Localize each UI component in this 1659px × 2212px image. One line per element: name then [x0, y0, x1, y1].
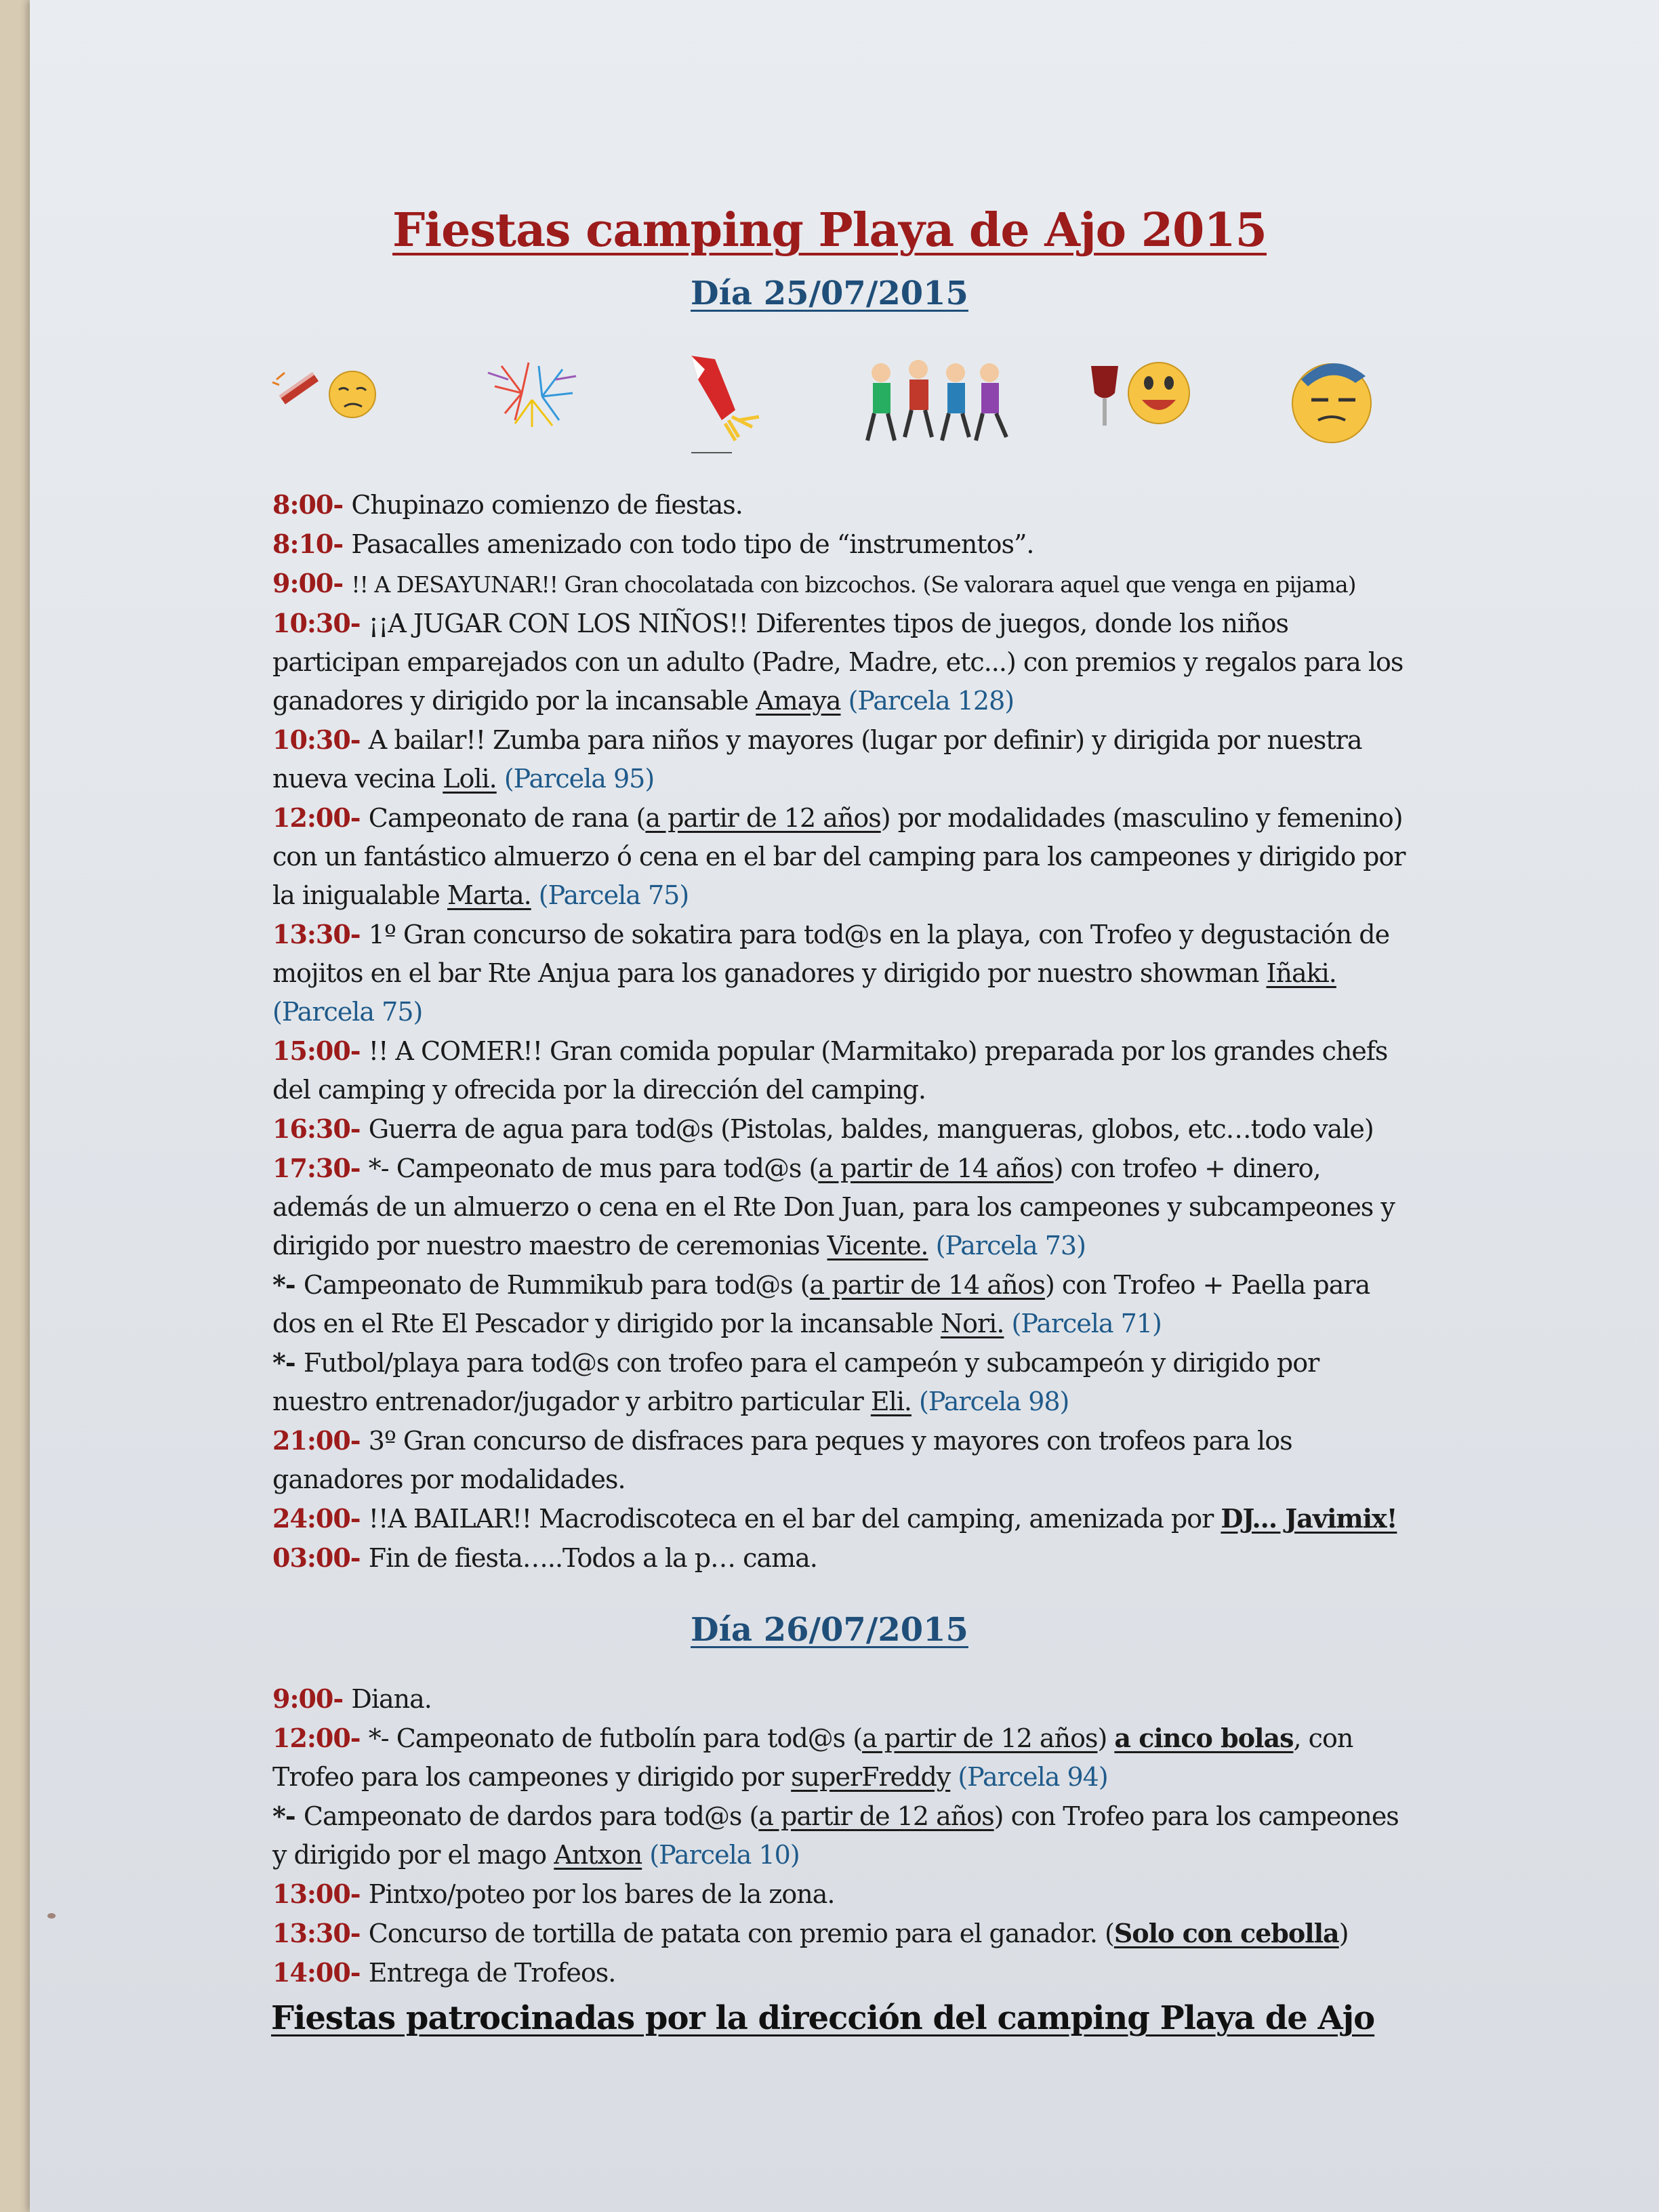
- organizer-name: Iñaki.: [1266, 958, 1336, 988]
- schedule-item: [272, 1109, 1411, 1149]
- schedule-text: 1º Gran concurso de sokatira para tod@s en la playa, con Trofeo y degustación de mojitos en el bar Rte Anjua para los ganadores y dirigido por nuestro showman: [272, 920, 1390, 988]
- schedule-item: [272, 1875, 1411, 1914]
- schedule-time: 10:30-: [272, 724, 369, 755]
- parcela-number: (Parcela 73): [928, 1231, 1086, 1261]
- schedule-item: [272, 1149, 1411, 1265]
- schedule-time: 12:00-: [272, 802, 369, 833]
- schedule-text: Campeonato de Rummikub para tod@s (: [303, 1270, 810, 1300]
- schedule-time: 13:30-: [272, 1918, 369, 1948]
- organizer-name: Marta.: [447, 880, 531, 910]
- day1-schedule: [272, 485, 1411, 1578]
- schedule-time: 16:30-: [272, 1113, 369, 1144]
- schedule-time: 13:00-: [272, 1879, 369, 1909]
- schedule-text: Guerra de agua para tod@s (Pistolas, baldes, mangueras, globos, etc…todo vale): [368, 1114, 1374, 1144]
- schedule-item: [272, 1797, 1411, 1875]
- schedule-item: [272, 485, 1411, 525]
- schedule-time: 9:00-: [272, 568, 352, 598]
- day1-heading: Día 25/07/2015: [691, 274, 968, 312]
- schedule-time: *-: [272, 1801, 304, 1831]
- schedule-text: ) por modalidades (masculino y femenino) con un fantástico almuerzo ó cena en el bar del camping para los campeones y dirigido por la inigualable: [272, 803, 1406, 910]
- schedule-item: [272, 1031, 1411, 1109]
- schedule-time: 17:30-: [272, 1153, 369, 1183]
- schedule-item: [272, 720, 1411, 798]
- schedule-time: 10:30-: [272, 608, 369, 638]
- schedule-item: [272, 798, 1411, 915]
- emphasis-text: a cinco bolas: [1114, 1723, 1294, 1753]
- firecracker-smiley-icon: [271, 352, 393, 427]
- organizer-name: Loli.: [443, 764, 497, 794]
- schedule-item: [272, 1719, 1411, 1797]
- schedule-item: [272, 1421, 1411, 1499]
- schedule-item: [272, 525, 1411, 564]
- schedule-text: ): [1338, 1919, 1349, 1948]
- schedule-time: 24:00-: [272, 1503, 369, 1534]
- parcela-number: (Parcela 95): [496, 764, 655, 794]
- age-requirement: a partir de 14 años: [809, 1270, 1045, 1300]
- schedule-text: ) con Trofeo para los campeones y dirigido por el mago: [272, 1801, 1399, 1870]
- schedule-item: [272, 604, 1411, 720]
- fireworks-icon: [474, 352, 590, 434]
- organizer-name: Nori.: [940, 1309, 1004, 1338]
- schedule-text: Concurso de tortilla de patata con premio para el ganador. (: [368, 1919, 1114, 1948]
- schedule-text: Pintxo/poteo por los bares de la zona.: [368, 1879, 835, 1909]
- schedule-time: 21:00-: [272, 1425, 369, 1456]
- organizer-name: Eli.: [870, 1387, 912, 1416]
- sponsor-footer: Fiestas patrocinadas por la dirección del camping Playa de Ajo: [271, 1999, 1375, 2037]
- parcela-number: (Parcela 98): [911, 1387, 1069, 1416]
- schedule-time: 15:00-: [272, 1036, 369, 1066]
- parcela-number: (Parcela 71): [1004, 1309, 1162, 1338]
- parcela-number: (Parcela 75): [531, 880, 689, 910]
- schedule-time: *-: [272, 1347, 304, 1378]
- schedule-text: Pasacalles amenizado con todo tipo de “instrumentos”.: [351, 529, 1034, 559]
- parcela-number: (Parcela 94): [950, 1762, 1108, 1792]
- schedule-item: [272, 1953, 1411, 1992]
- schedule-time: 03:00-: [272, 1542, 369, 1573]
- parcela-number: (Parcela 10): [642, 1840, 800, 1870]
- schedule-time: 9:00-: [272, 1683, 352, 1714]
- schedule-item: [272, 1679, 1411, 1719]
- schedule-text: Campeonato de dardos para tod@s (: [303, 1801, 759, 1831]
- schedule-text: Chupinazo comienzo de fiestas.: [351, 490, 743, 520]
- parcela-number: (Parcela 75): [272, 997, 423, 1027]
- age-requirement: a partir de 14 años: [818, 1153, 1054, 1183]
- clipart-row: [264, 352, 1376, 461]
- schedule-time: *-: [272, 1269, 304, 1300]
- schedule-item: [272, 1914, 1411, 1953]
- emphasis-text: Solo con cebolla: [1113, 1918, 1339, 1948]
- schedule-text: !!A BAILAR!! Macrodiscoteca en el bar del camping, amenizada por: [368, 1504, 1221, 1534]
- age-requirement: a partir de 12 años: [862, 1723, 1098, 1753]
- schedule-text: !! A DESAYUNAR!! Gran chocolatada con bizcochos. (Se valorara aquel que venga en pijama): [351, 571, 1356, 598]
- schedule-item: [272, 915, 1411, 1031]
- paper-speck: [47, 1913, 56, 1919]
- schedule-text: ¡¡A JUGAR CON LOS NIÑOS!! Diferentes tipos de juegos, donde los niños participan emparejados con un adulto (Padre, Madre, etc...) con premios y regalos para los ganadores y dirigido por la incansable: [272, 609, 1404, 716]
- schedule-text: *- Campeonato de futbolín para tod@s (: [368, 1723, 863, 1753]
- schedule-time: 8:10-: [272, 529, 352, 559]
- organizer-name: Antxon: [554, 1840, 642, 1870]
- organizer-name: Vicente.: [827, 1231, 928, 1261]
- schedule-text: , con Trofeo para los campeones y dirigido por: [272, 1723, 1353, 1792]
- schedule-item: [272, 1343, 1411, 1421]
- schedule-text: *- Campeonato de mus para tod@s (: [368, 1153, 819, 1183]
- schedule-text: A bailar!! Zumba para niños y mayores (lugar por definir) y dirigida por nuestra nueva vecina: [272, 725, 1362, 794]
- schedule-item: [272, 1538, 1411, 1578]
- day2-schedule: [272, 1679, 1411, 1992]
- rocket-icon: [678, 352, 779, 454]
- age-requirement: a partir de 12 años: [758, 1801, 994, 1831]
- dancing-people-icon: [854, 352, 1017, 447]
- schedule-time: 8:00-: [272, 489, 352, 520]
- schedule-item: [272, 1499, 1411, 1538]
- age-requirement: a partir de 12 años: [645, 803, 881, 833]
- schedule-item: [272, 1265, 1411, 1343]
- dj-name: DJ... Javimix!: [1221, 1503, 1397, 1534]
- schedule-text: Fin de fiesta…..Todos a la p… cama.: [368, 1543, 817, 1573]
- schedule-text: Diana.: [351, 1684, 432, 1714]
- schedule-time: 12:00-: [272, 1723, 369, 1753]
- parcela-number: (Parcela 128): [840, 686, 1015, 716]
- organizer-name: superFreddy: [791, 1762, 951, 1792]
- schedule-time: 13:30-: [272, 919, 369, 949]
- schedule-text: Futbol/playa para tod@s con trofeo para el campeón y subcampeón y dirigido por nuestro entrenador/jugador y arbitro particular: [272, 1348, 1319, 1416]
- schedule-text: ) con Trofeo + Paella para dos en el Rte El Pescador y dirigido por la incansable: [272, 1270, 1370, 1338]
- day2-heading: Día 26/07/2015: [691, 1611, 968, 1649]
- organizer-name: Amaya: [756, 686, 841, 716]
- sleepy-smiley-icon: [1281, 352, 1382, 447]
- schedule-item: [272, 564, 1411, 604]
- page-title: Fiestas camping Playa de Ajo 2015: [392, 203, 1267, 258]
- schedule-text: 3º Gran concurso de disfraces para peques y mayores con trofeos para los ganadores por modalidades.: [272, 1426, 1292, 1494]
- wine-smiley-icon: [1084, 352, 1206, 441]
- schedule-text: !! A COMER!! Gran comida popular (Marmitako) preparada por los grandes chefs del camping y ofrecida por la dirección del camping.: [272, 1036, 1388, 1105]
- schedule-time: 14:00-: [272, 1957, 369, 1988]
- schedule-text: Campeonato de rana (: [368, 803, 646, 833]
- schedule-text: Entrega de Trofeos.: [368, 1958, 616, 1988]
- schedule-text: ): [1097, 1723, 1115, 1753]
- schedule-text: ) con trofeo + dinero, además de un almuerzo o cena en el Rte Don Juan, para los campeones y subcampeones y dirigido por nuestro maestro de ceremonias: [272, 1153, 1395, 1261]
